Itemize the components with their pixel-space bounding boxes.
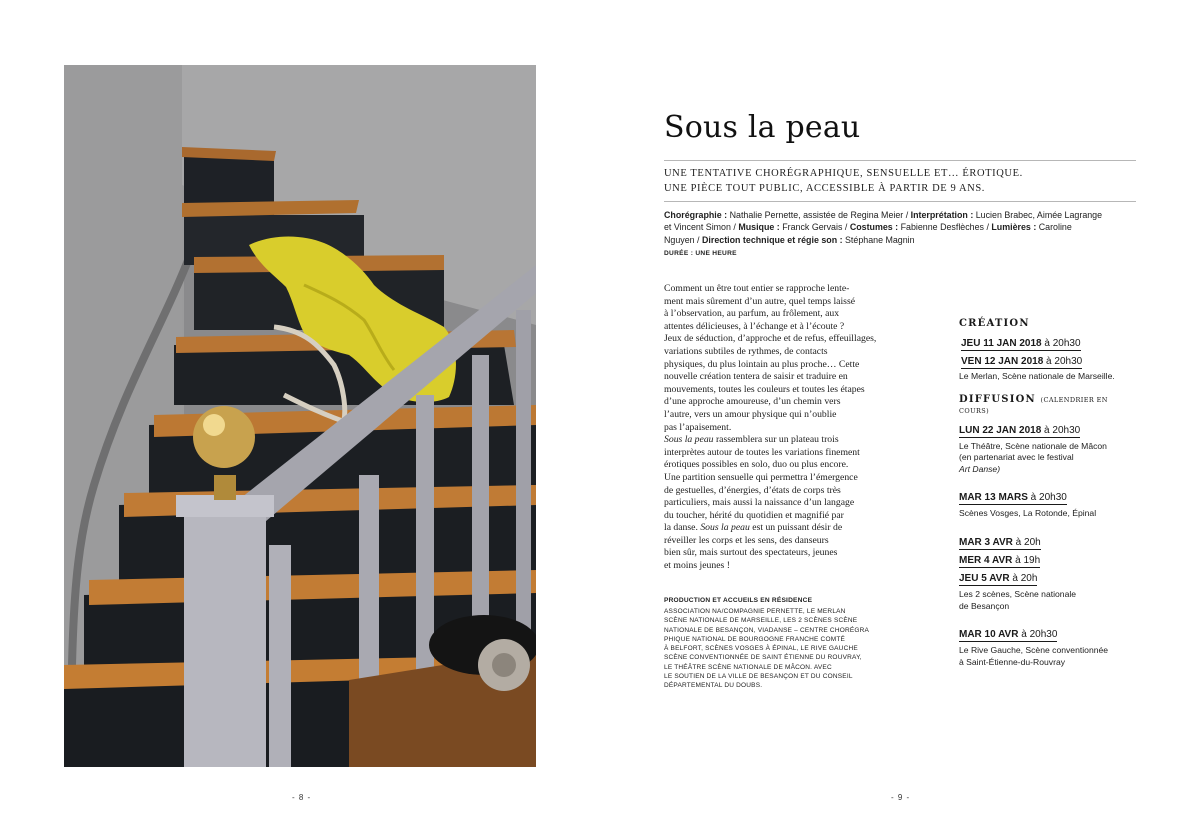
body-line: et moins jeunes !	[664, 560, 730, 572]
body-line: du toucher, hérité du quotidien et magnifié par	[664, 509, 844, 521]
production-line: ASSOCIATION NA/COMPAGNIE PERNETTE, LE MERLAN	[664, 608, 846, 615]
body-line: Une partition sensuelle qui permettra l’émergence	[664, 471, 858, 483]
duration: DURÉE : UNE HEURE	[664, 250, 737, 257]
divider	[664, 160, 1136, 161]
body-line: nouvelle création tentera de saisir et traduire en	[664, 371, 848, 383]
date-day: MAR 13 MARS	[959, 492, 1028, 504]
body-text	[664, 283, 894, 573]
credit-value: Lucien Brabec, Aimée Lagrange et Vincent Simon /	[664, 210, 1103, 233]
page-number-right: - 9 -	[891, 793, 911, 802]
diffusion-label: DIFFUSION	[959, 393, 1036, 405]
body-line: à l’observation, au parfum, au frôlement, aux	[664, 308, 840, 320]
subtitle-line: UNE TENTATIVE CHORÉGRAPHIQUE, SENSUELLE ET… ÉROTIQUE.	[664, 168, 1023, 179]
date-day: JEU 5 AVR	[959, 572, 1010, 584]
event-block	[959, 624, 1139, 668]
event-venue: Le Théâtre, Scène nationale de Mâcon (en partenariat avec le festival Art Danse)	[959, 440, 1107, 474]
body-line: Comment un être tout entier se rapproche lente-	[664, 283, 850, 294]
body-line: de gestuelles, d’énergies, d’états de corps très	[664, 484, 841, 496]
body-line: réveiller les corps et les sens, des danseurs	[664, 534, 829, 546]
subtitle	[664, 166, 1136, 196]
date-day: LUN 22 JAN 2018	[959, 424, 1042, 436]
date-line	[959, 424, 1080, 438]
date-line	[959, 536, 1041, 550]
body-line: pas l’apaisement.	[664, 421, 732, 433]
date-line	[961, 355, 1082, 369]
event-block	[959, 487, 1139, 520]
date-time: à 20h	[1009, 572, 1038, 584]
credit-value: Nathalie Pernette, assistée de Regina Meier /	[729, 210, 909, 220]
date-line	[959, 491, 1067, 505]
divider	[664, 201, 1136, 202]
date-line	[959, 554, 1040, 568]
body-line: physiques, du plus lointain au plus proche… Cette	[664, 358, 860, 370]
credit-label: Musique :	[738, 222, 780, 233]
date-time: à 20h30	[1043, 356, 1083, 367]
credit-value: Caroline Nguyen /	[664, 222, 1072, 245]
date-time: à 20h30	[1027, 492, 1067, 504]
credits	[664, 209, 1104, 246]
staircase-photo	[64, 65, 536, 767]
production-line: DÉPARTEMENTAL DU DOUBS.	[664, 682, 763, 690]
diffusion-title	[959, 394, 1139, 416]
body-line: l’autre, vers un amour physique qui n’oublie	[664, 408, 837, 420]
body-line: Sous la peau rassemblera sur un plateau trois	[664, 434, 839, 446]
subtitle-line: UNE PIÈCE TOUT PUBLIC, ACCESSIBLE À PARTIR DE 9 ANS.	[664, 183, 986, 194]
event-block	[959, 420, 1139, 476]
date-day: MAR 3 AVR	[959, 536, 1013, 548]
body-line: particuliers, mais aussi la naissance d’un langage	[664, 497, 855, 509]
date-day: VEN 12 JAN 2018	[961, 356, 1044, 367]
date-day: MAR 10 AVR	[959, 629, 1019, 641]
event-block	[959, 532, 1139, 612]
body-line: érotiques possibles en solo, duo ou plus encore.	[664, 459, 849, 471]
date-line	[959, 628, 1057, 642]
body-line: d’une approche amoureuse, d’un chemin vers	[664, 396, 841, 408]
event-venue: Le Rive Gauche, Scène conventionnée à Saint-Étienne-du-Rouvray	[959, 645, 1109, 667]
page-title: Sous la peau	[664, 110, 861, 145]
body-line: attentes délicieuses, à l’échange et à l’écoute ?	[664, 320, 845, 332]
date-day: MER 4 AVR	[959, 554, 1013, 566]
date-time: à 20h30	[1041, 424, 1081, 436]
production-line: SCÈNE CONVENTIONNÉE DE SAINT ÉTIENNE DU ROUVRAY,	[664, 654, 862, 662]
date-time: à 20h30	[1041, 338, 1081, 349]
event-venue: Scènes Vosges, La Rotonde, Épinal	[959, 508, 1097, 519]
production-line: LE THÉÂTRE SCÈNE NATIONALE DE MÂCON. AVEC	[664, 663, 832, 671]
credit-label: Interprétation :	[910, 210, 974, 220]
credit-label: Costumes :	[849, 222, 899, 233]
production-line: SCÈNE NATIONALE DE MARSEILLE, LES 2 SCÈNES SCÈNE	[664, 617, 858, 625]
date-time: à 19h	[1012, 554, 1041, 566]
event-venue: Les 2 scènes, Scène nationale de Besançon	[959, 588, 1077, 611]
body-line: la danse. Sous la peau est un puissant désir de	[664, 522, 843, 534]
production-line: LE SOUTIEN DE LA VILLE DE BESANÇON ET DU CONSEIL	[664, 673, 853, 681]
date-day: JEU 11 JAN 2018	[961, 338, 1042, 349]
date-time: à 20h	[1012, 536, 1041, 548]
production-line: À BELFORT, SCÈNES VOSGES À ÉPINAL, LE RIVE GAUCHE	[664, 645, 858, 653]
body-line: ment mais sûrement d’un autre, quel temps laissé	[664, 295, 856, 307]
body-line: variations subtiles de rythmes, de contacts	[664, 345, 828, 357]
creation-dates	[959, 333, 1139, 369]
body-line: bien sûr, mais surtout des spectateurs, jeunes	[664, 547, 838, 559]
date-line	[959, 572, 1037, 586]
schedule	[959, 318, 1139, 668]
credit-value: Franck Gervais /	[782, 222, 848, 233]
credit-label: Chorégraphie :	[664, 210, 728, 220]
production-line: PHIQUE NATIONAL DE BOURGOGNE FRANCHE COMTÉ	[664, 635, 846, 643]
body-line: mouvements, toutes les couleurs et toutes les étapes	[664, 383, 865, 395]
body-line: Jeux de séduction, d’approche et de refus, effeuillages,	[664, 333, 877, 345]
event-list	[959, 420, 1139, 669]
credit-value: Fabienne Desflèches /	[900, 222, 989, 233]
credit-value: Stéphane Magnin	[845, 234, 915, 245]
body-line: interprètes autour de toutes les variations finement	[664, 446, 860, 458]
date-line	[961, 337, 1081, 351]
date-time: à 20h30	[1018, 629, 1058, 641]
creation-venue: Le Merlan, Scène nationale de Marseille.	[959, 371, 1115, 381]
production-line: NATIONALE DE BESANÇON, VIADANSE – CENTRE CHORÉGRA	[664, 626, 870, 634]
page-number-left: - 8 -	[292, 793, 312, 802]
production-title: PRODUCTION ET ACCUEILS EN RÉSIDENCE	[664, 597, 813, 604]
credit-label: Direction technique et régie son :	[702, 234, 843, 245]
creation-title: CRÉATION	[959, 318, 1030, 329]
credit-label: Lumières :	[991, 222, 1037, 233]
production-text	[664, 607, 894, 691]
diffusion-note: (CALENDRIER EN COURS)	[959, 395, 1108, 415]
